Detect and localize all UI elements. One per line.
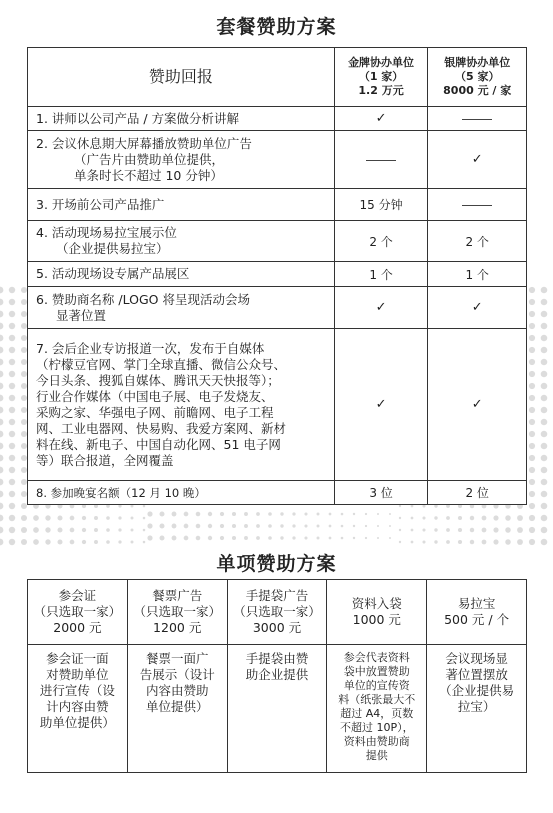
table-row	[28, 262, 527, 287]
package-plan-title: 套餐赞助方案	[216, 16, 337, 38]
return-item-3: 3. 开场前公司产品推广	[28, 189, 335, 221]
single-description-row	[28, 645, 527, 773]
rollup-banner-description: 会议现场显 著位置摆放 （企业提供易 拉宝）	[427, 645, 527, 773]
single-sponsorship-table	[27, 579, 527, 773]
return-item-8: 8. 参加晚宴名额（12 月 10 晚）	[28, 481, 335, 505]
cell-value: 2 位	[465, 486, 489, 500]
cell-value: 1 个	[465, 267, 489, 282]
gold-cell	[334, 221, 428, 262]
table-row	[28, 329, 527, 481]
silver-cell	[428, 287, 527, 329]
return-item-2: 2. 会议休息期大屏幕播放赞助单位广告 （广告片由赞助单位提供， 单条时长不超过 10 分钟）	[28, 131, 335, 189]
gold-cell	[334, 262, 428, 287]
silver-cell	[428, 481, 527, 505]
silver-cell	[428, 262, 527, 287]
sponsor-return-header: 赞助回报	[28, 48, 335, 107]
badge-ad-description: 参会证一面 对赞助单位 进行宣传（设 计内容由赞 助单位提供）	[28, 645, 128, 773]
tote-bag-ad-description: 手提袋由赞 助企业提供	[227, 645, 327, 773]
silver-sponsor-header: 银牌协办单位 （5 家） 8000 元 / 家	[428, 48, 527, 107]
table-row	[28, 221, 527, 262]
check-icon: ✓	[375, 397, 387, 412]
cell-value: 2 个	[465, 234, 489, 249]
material-insert-description: 参会代表资料 袋中放置赞助 单位的宣传资 料（纸张最大不 超过 A4，页数 不超过 10P）， 资料由赞助商 提供	[327, 645, 427, 773]
single-plan-title: 单项赞助方案	[216, 553, 337, 575]
silver-cell	[428, 189, 527, 221]
return-item-5: 5. 活动现场设专属产品展区	[28, 262, 335, 287]
check-icon: ✓	[471, 300, 483, 315]
return-item-4: 4. 活动现场易拉宝展示位 （企业提供易拉宝）	[28, 221, 335, 262]
rollup-banner-header: 易拉宝 500 元 / 个	[427, 580, 527, 645]
table-header-row	[28, 48, 527, 107]
dash-icon	[462, 119, 492, 120]
gold-cell	[334, 131, 428, 189]
gold-sponsor-header: 金牌协办单位 （1 家） 1.2 万元	[334, 48, 428, 107]
silver-cell	[428, 131, 527, 189]
check-icon: ✓	[471, 152, 483, 167]
return-item-6: 6. 赞助商名称 /LOGO 将呈现活动会场 显著位置	[28, 287, 335, 329]
dash-icon	[366, 160, 396, 161]
gold-cell	[334, 189, 428, 221]
check-icon: ✓	[471, 397, 483, 412]
check-icon: ✓	[375, 300, 387, 315]
silver-cell	[428, 221, 527, 262]
cell-value: 1 个	[369, 267, 393, 282]
meal-ticket-ad-header: 餐票广告 （只选取一家） 1200 元	[127, 580, 227, 645]
cell-value: 3 位	[369, 486, 393, 500]
cell-value: 15 分钟	[359, 198, 403, 212]
table-row	[28, 481, 527, 505]
table-row	[28, 107, 527, 131]
gold-cell	[334, 329, 428, 481]
tote-bag-ad-header: 手提袋广告 （只选取一家） 3000 元	[227, 580, 327, 645]
material-insert-header: 资料入袋 1000 元	[327, 580, 427, 645]
table-row	[28, 131, 527, 189]
check-icon: ✓	[375, 111, 387, 126]
dash-icon	[462, 205, 492, 206]
badge-ad-header: 参会证 （只选取一家） 2000 元	[28, 580, 128, 645]
silver-cell	[428, 107, 527, 131]
cell-value: 2 个	[369, 234, 393, 249]
gold-cell	[334, 481, 428, 505]
return-item-1: 1. 讲师以公司产品 / 方案做分析讲解	[28, 107, 335, 131]
gold-cell	[334, 287, 428, 329]
package-sponsorship-table	[27, 47, 527, 505]
meal-ticket-ad-description: 餐票一面广 告展示（设计 内容由赞助 单位提供）	[127, 645, 227, 773]
single-header-row	[28, 580, 527, 645]
table-row	[28, 287, 527, 329]
silver-cell	[428, 329, 527, 481]
gold-cell	[334, 107, 428, 131]
table-row	[28, 189, 527, 221]
return-item-7: 7. 会后企业专访报道一次，发布于自媒体 （柠檬豆官网、掌门全球直播、微信公众号、 今日头条、搜狐自媒体、腾讯天天快报等）； 行业合作媒体（中国电子展、电子发烧友、 采购之家、华强电子网、前瞻网、电子工程 网、工业电器网、快易购、我爱方案网、新材 料在线、新电子、中国自动化网、51 电子网 等）联合报道，全网覆盖	[28, 329, 335, 481]
